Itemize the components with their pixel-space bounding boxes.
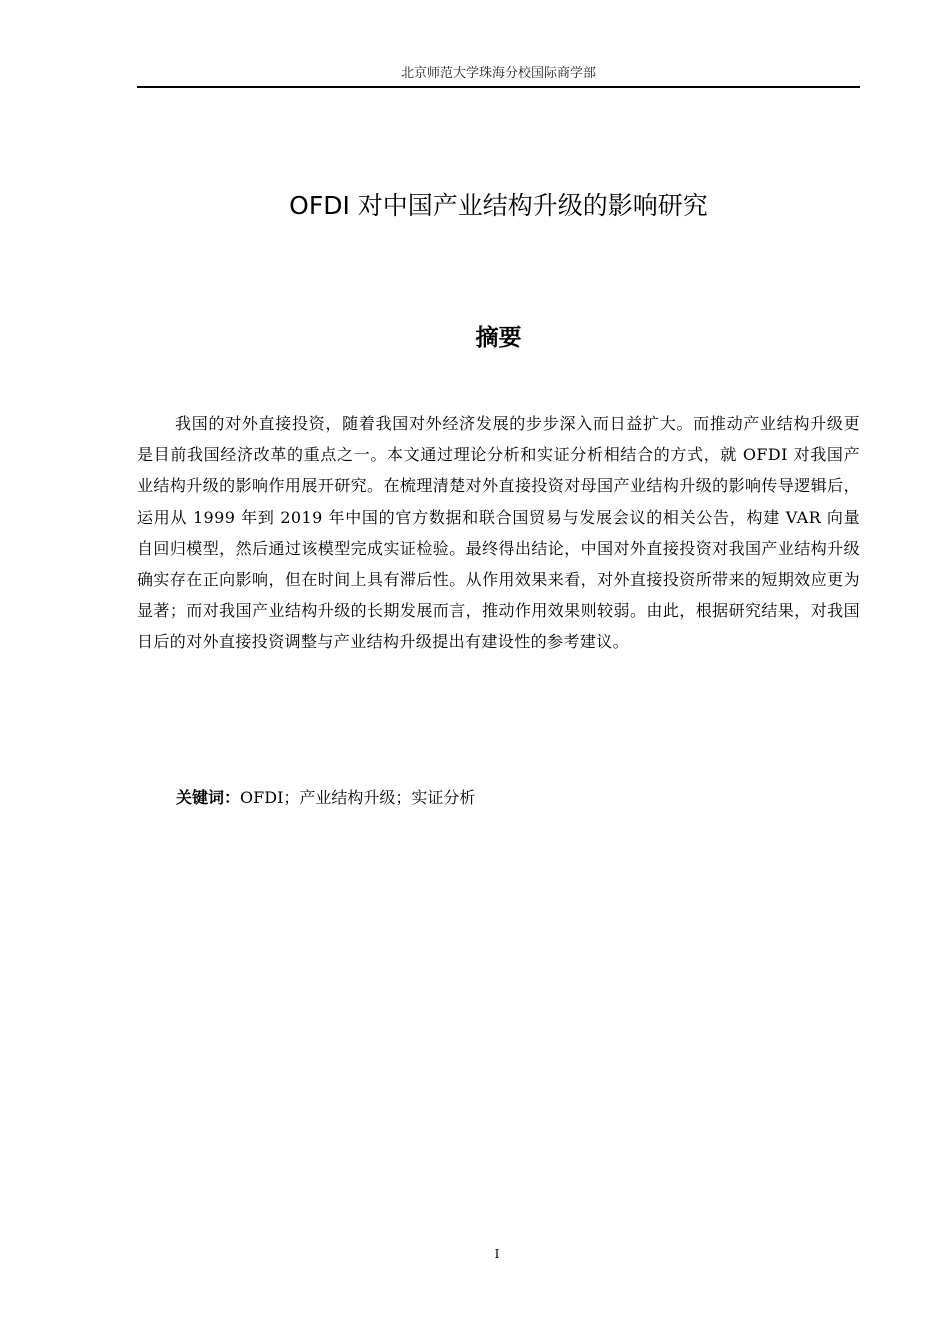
keywords-line [176, 785, 475, 811]
header-rule [137, 86, 860, 88]
page-number: I [494, 1247, 500, 1261]
page-header: 北京师范大学珠海分校国际商学部 [400, 66, 596, 81]
document-title: OFDI 对中国产业结构升级的影响研究 [289, 191, 708, 220]
abstract-heading: 摘要 [475, 325, 522, 351]
keywords-label: 关键词： [176, 788, 241, 807]
keywords-text: OFDI；产业结构升级；实证分析 [240, 788, 476, 807]
abstract-paragraph: 我国的对外直接投资，随着我国对外经济发展的步步深入而日益扩大。而推动产业结构升级更是目前我国经济改革的重点之一。本文通过理论分析和实证分析相结合的方式，就 OFDI 对我国产业结构升级的影响作用展开研究。在梳理清楚对外直接投资对母国产业结构升级的影响传导逻辑后，运用从 1999 年到 2019 年中国的官方数据和联合国贸易与发展会议的相关公告，构建 VAR 向量自回归模型，然后通过该模型完成实证检验。最终得出结论，中国对外直接投资对我国产业结构升级确实存在正向影响，但在时间上具有滞后性。从作用效果来看，对外直接投资所带来的短期效应更为显著；而对我国产业结构升级的长期发展而言，推动作用效果则较弱。由此，根据研究结果，对我国日后的对外直接投资调整与产业结构升级提出有建设性的参考建议。 [137, 414, 860, 652]
